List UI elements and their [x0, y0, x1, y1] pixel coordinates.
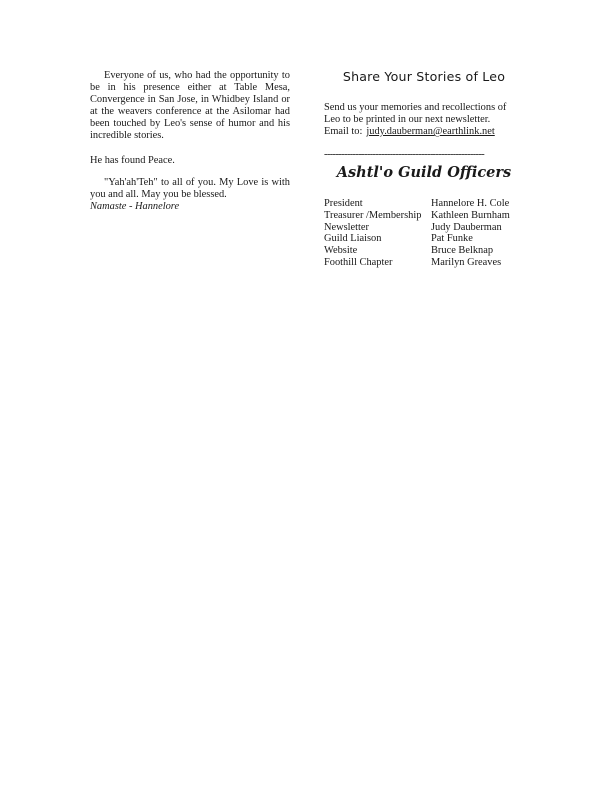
email-link[interactable]: judy.dauberman@earthlink.net: [366, 126, 495, 138]
email-line: [324, 126, 524, 138]
email-label: Email to:: [324, 126, 363, 138]
officer-role: Website: [324, 245, 358, 257]
officer-role: Foothill Chapter: [324, 256, 393, 268]
officer-role: Guild Liaison: [324, 233, 382, 245]
tribute-column: [90, 70, 290, 213]
tribute-paragraph-1: Everyone of us, who had the opportunity to be in his presence either at Table Mesa, Convergence in San Jose, in Whidbey Island or at the weavers conference at the Asilomar had been touched by Leo's sense of humor and his incredible stories.: [90, 70, 290, 142]
officer-role: President: [324, 198, 363, 210]
tribute-paragraph-2: He has found Peace.: [90, 154, 175, 166]
tribute-paragraph-3: "Yah'ah'Teh" to all of you. My Love is with you and all. May you be blessed.: [90, 176, 290, 200]
officers-list: [324, 198, 524, 268]
officer-role: Newsletter: [324, 221, 370, 233]
officer-name: Pat Funke: [431, 233, 473, 245]
signature: Namaste - Hannelore: [90, 200, 180, 212]
officer-name: Hannelore H. Cole: [431, 198, 510, 210]
officer-role: Treasurer /Membership: [324, 209, 422, 221]
share-text: Send us your memories and recollections of Leo to be printed in our next newsletter.: [324, 102, 507, 126]
share-body: [324, 102, 524, 138]
share-column: [324, 70, 524, 269]
officer-name: Judy Dauberman: [431, 221, 502, 233]
divider: --------------------------------------------------------: [324, 150, 485, 161]
officer-name: Marilyn Greaves: [431, 256, 502, 268]
officers-title: Ashtl'o Guild Officers: [336, 164, 512, 182]
share-title: Share Your Stories of Leo: [342, 69, 506, 84]
officer-name: Kathleen Burnham: [431, 209, 510, 221]
officer-name: Bruce Belknap: [431, 245, 494, 257]
